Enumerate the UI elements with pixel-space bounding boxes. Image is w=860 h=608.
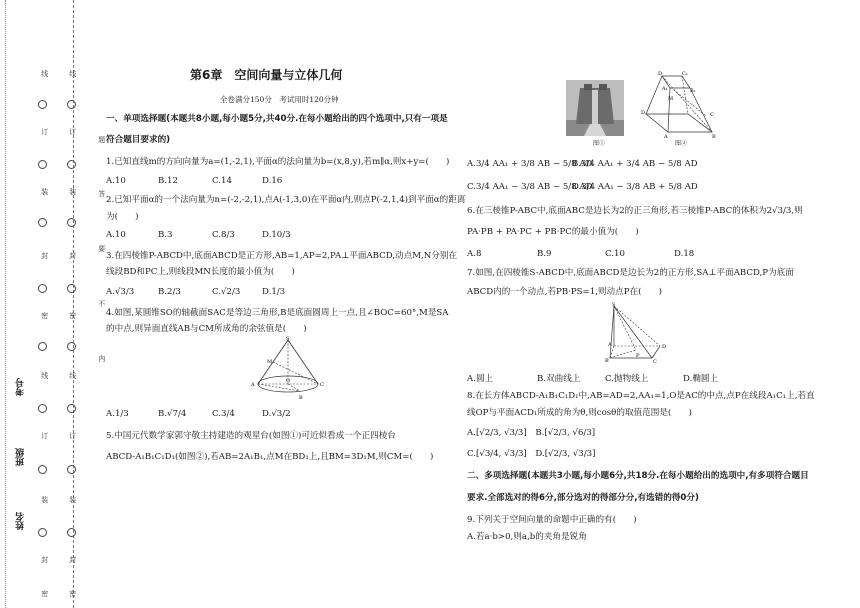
binding-char: 密 bbox=[40, 312, 49, 319]
binding-hole bbox=[38, 160, 47, 169]
frustum-label: C bbox=[710, 112, 714, 118]
binding-char: 订 bbox=[40, 128, 49, 135]
q6-option-d: D.18 bbox=[674, 249, 695, 259]
question-5-cont: ABCD-A₁B₁C₁D₁(如图②),若AB=2A₁B₁,点M在BD₁上,且BM=3D₁M,则CM=( ) bbox=[106, 452, 434, 462]
page-title: 第6章 空间向量与立体几何 bbox=[190, 68, 343, 82]
binding-dashed-line bbox=[73, 0, 74, 608]
name-label: 姓名 bbox=[16, 512, 26, 530]
binding-hole bbox=[67, 465, 76, 474]
question-1: 1.已知直线m的方向向量为a=(1,-2,1),平面α的法向量为b=(x,8,y),若m∥α,则x+y=( ) bbox=[106, 157, 450, 167]
q4-option-d: D.√3/2 bbox=[262, 409, 291, 419]
pyramid-label: A bbox=[608, 342, 612, 348]
frustum-label: B₁ bbox=[690, 88, 696, 94]
binding-hole bbox=[38, 100, 47, 109]
binding-char: 答 bbox=[97, 190, 106, 197]
binding-char: 线 bbox=[40, 372, 49, 379]
q6-option-a: A.8 bbox=[467, 249, 482, 259]
q5-option-a: A.3/4 AA₁ + 3/8 AB − 5/8 AD bbox=[467, 159, 593, 169]
binding-char: 订 bbox=[68, 432, 77, 439]
q7-option-d: D.椭圆上 bbox=[683, 374, 719, 384]
binding-hole bbox=[38, 465, 47, 474]
cone-label: O bbox=[286, 378, 291, 384]
q3-option-d: D.1/3 bbox=[262, 287, 286, 297]
cone-figure bbox=[250, 336, 330, 404]
q1-option-c: C.14 bbox=[212, 176, 232, 186]
q8-options-cd: C.[√3/4, √3/3] D.[√2/3, √3/3] bbox=[467, 449, 596, 459]
q3-option-b: B.2/3 bbox=[158, 287, 181, 297]
binding-char: 密 bbox=[40, 590, 49, 597]
q3-option-a: A.√3/3 bbox=[106, 287, 135, 297]
q8-options-ab: A.[√2/3, √3/3] B.[√2/3, √6/3] bbox=[467, 428, 596, 438]
pyramid-label: D bbox=[662, 344, 667, 350]
question-5: 5.中国元代数学家郭守敬主持建造的观星台(如图①)可近似看成一个正四棱台 bbox=[106, 431, 396, 441]
cone-label: A bbox=[251, 382, 255, 388]
q7-option-a: A.圆上 bbox=[467, 374, 494, 384]
question-2-cont: 为( ) bbox=[106, 212, 139, 222]
question-4: 4.如图,某圆锥SO的轴截面SAC是等边三角形,B是底面圆周上一点,且∠BOC=60°,M是SA bbox=[106, 308, 449, 318]
frustum-figure bbox=[640, 70, 720, 138]
question-6: 6.在三棱锥P-ABC中,底面ABC是边长为2的正三角形,若三棱锥P-ABC的体积为2√3/3,则 bbox=[467, 206, 803, 216]
cone-label: S bbox=[286, 336, 290, 342]
q2-option-d: D.10/3 bbox=[262, 230, 291, 240]
q2-option-c: C.8/3 bbox=[212, 230, 235, 240]
exam-number-label: 考号 bbox=[16, 378, 26, 396]
pyramid-label: C bbox=[653, 359, 657, 364]
section1-heading: 一、单项选择题(本题共8小题,每小题5分,共40分.在每小题给出的四个选项中,只有一项是 bbox=[106, 114, 448, 124]
section2-heading: 二、多项选择题(本题共3小题,每小题6分,共18分.在每小题给出的选项中,有多项符合题目 bbox=[467, 471, 809, 481]
q4-option-c: C.3/4 bbox=[212, 409, 235, 419]
frustum-label: M bbox=[668, 96, 674, 102]
question-6-cont: PA·PB + PA·PC + PB·PC的最小值为( ) bbox=[467, 227, 639, 237]
cone-label: C bbox=[320, 382, 324, 388]
section2-heading-cont: 要求.全部选对的得6分,部分选对的得部分分,有选错的得0分) bbox=[467, 493, 699, 503]
q4-option-b: B.√7/4 bbox=[158, 409, 187, 419]
binding-hole bbox=[67, 160, 76, 169]
binding-hole bbox=[38, 342, 47, 351]
binding-char: 题 bbox=[97, 136, 106, 143]
binding-hole bbox=[67, 342, 76, 351]
q1-option-b: B.12 bbox=[158, 176, 178, 186]
binding-char: 要 bbox=[97, 245, 106, 252]
pyramid-label: P bbox=[636, 353, 640, 359]
frustum-label: A₁ bbox=[662, 86, 668, 92]
binding-strip bbox=[0, 0, 106, 608]
binding-char: 封 bbox=[68, 556, 77, 563]
binding-hole bbox=[38, 218, 47, 227]
binding-char: 线 bbox=[40, 70, 49, 77]
pyramid-label: S bbox=[612, 302, 616, 308]
frustum-label: B bbox=[712, 134, 716, 138]
binding-char: 装 bbox=[40, 496, 49, 503]
binding-hole bbox=[67, 404, 76, 413]
binding-hole bbox=[67, 100, 76, 109]
cone-label: M bbox=[267, 359, 273, 365]
observatory-photo bbox=[566, 80, 624, 136]
q5-option-b: B.3/4 AA₁ + 3/4 AB − 5/8 AD bbox=[572, 159, 698, 169]
question-7: 7.如图,在四棱锥S-ABCD中,底面ABCD是边长为2的正方形,SA⊥平面ABCD,P为底面 bbox=[467, 268, 794, 278]
q6-option-c: C.10 bbox=[605, 249, 625, 259]
binding-char: 订 bbox=[40, 432, 49, 439]
question-9: 9.下列关于空间向量的命题中正确的有( ) bbox=[467, 515, 637, 525]
frustum-label: D bbox=[641, 110, 646, 116]
question-4-cont: 的中点,则异面直线AB与CM所成角的余弦值是( ) bbox=[106, 324, 307, 334]
binding-char: 封 bbox=[40, 556, 49, 563]
binding-char: 密 bbox=[68, 590, 77, 597]
q5-option-c: C.3/4 AA₁ − 3/8 AB − 5/8 AD bbox=[467, 182, 593, 192]
binding-char: 线 bbox=[68, 70, 77, 77]
figure-caption: 图② bbox=[675, 140, 688, 147]
class-label: 班级 bbox=[16, 448, 26, 466]
binding-hole bbox=[38, 404, 47, 413]
q7-option-c: C.抛物线上 bbox=[605, 374, 649, 384]
q5-option-d: D.3/4 AA₁ − 3/8 AB + 5/8 AD bbox=[572, 182, 698, 192]
binding-char: 封 bbox=[40, 252, 49, 259]
question-7-cont: ABCD内的一个动点,若PB·PS=1,则动点P在( ) bbox=[467, 287, 662, 297]
q2-option-b: B.3 bbox=[158, 230, 173, 240]
section1-heading-cont: 符合题目要求的) bbox=[106, 135, 171, 145]
question-8-cont: 线OP与平面ACD₁所成的角为θ,则cosθ的取值范围是( ) bbox=[467, 408, 692, 418]
exam-info: 全卷满分150分 考试用时120分钟 bbox=[220, 95, 339, 104]
question-3: 3.在四棱锥P-ABCD中,底面ABCD是正方形,AB=1,AP=2,PA⊥平面ABCD,动点M,N分别在 bbox=[106, 251, 458, 261]
q3-option-c: C.√2/3 bbox=[212, 287, 241, 297]
cone-label: B bbox=[299, 395, 303, 401]
binding-hole bbox=[67, 528, 76, 537]
question-3-cont: 线段BD和PC上,则线段MN长度的最小值为( ) bbox=[106, 267, 295, 277]
binding-hole bbox=[38, 284, 47, 293]
q1-option-a: A.10 bbox=[106, 176, 126, 186]
binding-hole bbox=[38, 528, 47, 537]
pyramid-figure bbox=[600, 302, 672, 364]
binding-char: 封 bbox=[68, 252, 77, 259]
q9-option-a: A.若a·b>0,则a,b的夹角是锐角 bbox=[467, 532, 587, 542]
binding-hole bbox=[67, 284, 76, 293]
binding-char: 密 bbox=[68, 312, 77, 319]
binding-char: 不 bbox=[97, 300, 106, 307]
binding-dotted-line bbox=[5, 0, 6, 608]
question-2: 2.已知平面α的一个法向量为n=(-2,-2,1),点A(-1,3,0)在平面α内,则点P(-2,1,4)到平面α的距离 bbox=[106, 195, 466, 205]
figure-caption: 图① bbox=[593, 140, 606, 147]
q4-option-a: A.1/3 bbox=[106, 409, 129, 419]
pyramid-label: B bbox=[605, 358, 609, 364]
binding-char: 装 bbox=[40, 188, 49, 195]
frustum-label: A bbox=[664, 134, 668, 138]
q2-option-a: A.10 bbox=[106, 230, 126, 240]
binding-char: 装 bbox=[68, 188, 77, 195]
q1-option-d: D.16 bbox=[262, 176, 283, 186]
q6-option-b: B.9 bbox=[537, 249, 552, 259]
binding-char: 线 bbox=[68, 372, 77, 379]
binding-char: 订 bbox=[68, 128, 77, 135]
binding-char: 内 bbox=[97, 355, 106, 362]
frustum-label: C₁ bbox=[682, 71, 688, 77]
q7-option-b: B.双曲线上 bbox=[537, 374, 581, 384]
binding-char: 装 bbox=[68, 496, 77, 503]
question-8: 8.在长方体ABCD-A₁B₁C₁D₁中,AB=AD=2,AA₁=1,O是AC的中点,点P在线段A₁C₁上,若直 bbox=[467, 391, 815, 401]
binding-hole bbox=[67, 218, 76, 227]
frustum-label: D bbox=[658, 71, 663, 77]
